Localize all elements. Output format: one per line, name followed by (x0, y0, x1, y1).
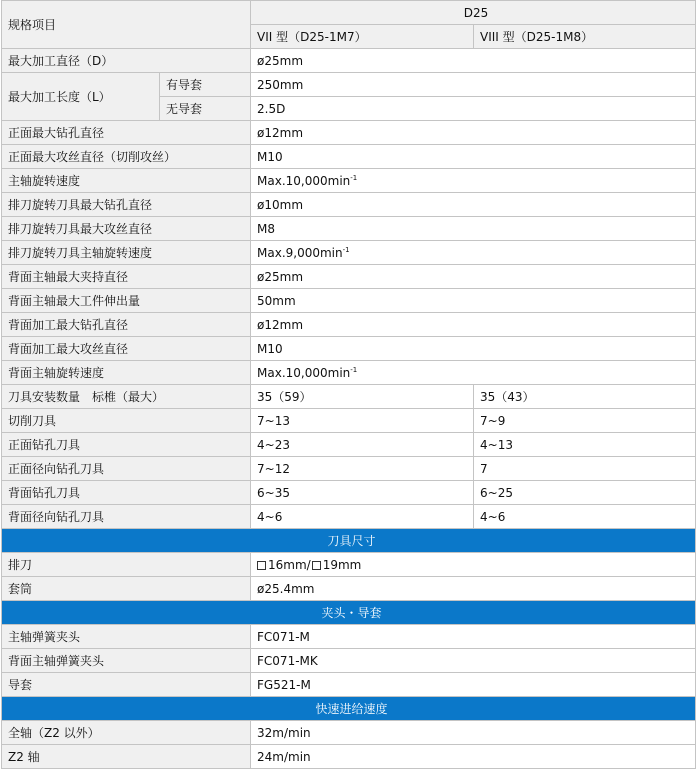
tool-count-row (2, 409, 696, 433)
spec-value: Max.9,000min (257, 245, 343, 260)
tool-count-row (2, 481, 696, 505)
type-a-value: 35（59） (251, 385, 474, 409)
spec-label: 主轴旋转速度 (2, 169, 251, 193)
section-title-tool-size: 刀具尺寸 (2, 529, 696, 553)
spec-value: ø12mm (251, 313, 696, 337)
unit-exponent: -1 (350, 173, 358, 182)
spec-label: 主轴弹簧夹头 (2, 625, 251, 649)
spec-row (2, 721, 696, 745)
spec-row (2, 625, 696, 649)
tool-count-row (2, 385, 696, 409)
type-a-value: 6~35 (251, 481, 474, 505)
type-a-value: 7~13 (251, 409, 474, 433)
spec-label: 背面主轴旋转速度 (2, 361, 251, 385)
gang-size-1: 16mm/ (268, 557, 311, 572)
spec-value: ø25.4mm (251, 577, 696, 601)
spec-label: Z2 轴 (2, 745, 251, 769)
spec-table (1, 0, 696, 769)
spec-label: 全轴（Z2 以外） (2, 721, 251, 745)
spec-row (2, 241, 696, 265)
spec-label: 导套 (2, 673, 251, 697)
spec-value: 50mm (251, 289, 696, 313)
spec-sublabel: 有导套 (160, 73, 251, 97)
spec-label: 背面主轴最大夹持直径 (2, 265, 251, 289)
spec-label: 背面径向钻孔刀具 (2, 505, 251, 529)
spec-label: 切削刀具 (2, 409, 251, 433)
spec-row (2, 73, 696, 97)
spec-label: 背面主轴弹簧夹头 (2, 649, 251, 673)
type-a-value: 4~6 (251, 505, 474, 529)
type-b-value: 4~6 (474, 505, 696, 529)
spec-row (2, 577, 696, 601)
section-header-row (2, 697, 696, 721)
spec-value: 24m/min (251, 745, 696, 769)
gang-size-2: 19mm (322, 557, 362, 572)
spec-label: 正面最大攻丝直径（切削攻丝） (2, 145, 251, 169)
type-b-value: 7~9 (474, 409, 696, 433)
section-title-rapid: 快速进给速度 (2, 697, 696, 721)
spec-label: 排刀旋转刀具最大攻丝直径 (2, 217, 251, 241)
section-title-chuck: 夹头・导套 (2, 601, 696, 625)
spec-value-cell (251, 241, 696, 265)
spec-label: 正面钻孔刀具 (2, 433, 251, 457)
spec-value: FC071-MK (251, 649, 696, 673)
spec-row (2, 649, 696, 673)
spec-label: 背面加工最大攻丝直径 (2, 337, 251, 361)
type-b-value: 35（43） (474, 385, 696, 409)
tool-count-row (2, 457, 696, 481)
unit-exponent: -1 (342, 245, 350, 254)
type-b-header: VIII 型（D25-1M8） (474, 25, 696, 49)
spec-row (2, 361, 696, 385)
spec-label: 最大加工长度（L） (2, 73, 160, 121)
spec-label: 背面加工最大钻孔直径 (2, 313, 251, 337)
spec-label: 套筒 (2, 577, 251, 601)
square-shank-icon (312, 561, 321, 570)
spec-row (2, 289, 696, 313)
spec-value: M10 (251, 337, 696, 361)
type-b-value: 4~13 (474, 433, 696, 457)
spec-row (2, 169, 696, 193)
spec-value: Max.10,000min (257, 173, 351, 188)
spec-row (2, 553, 696, 577)
model-header: D25 (251, 1, 696, 25)
spec-label: 背面钻孔刀具 (2, 481, 251, 505)
spec-row (2, 673, 696, 697)
spec-row (2, 145, 696, 169)
spec-value-cell (251, 361, 696, 385)
spec-label: 排刀旋转刀具最大钻孔直径 (2, 193, 251, 217)
spec-label: 正面最大钻孔直径 (2, 121, 251, 145)
spec-label: 排刀 (2, 553, 251, 577)
section-header-row (2, 601, 696, 625)
tool-count-row (2, 433, 696, 457)
spec-value: ø10mm (251, 193, 696, 217)
spec-value-cell (251, 169, 696, 193)
spec-sublabel: 无导套 (160, 97, 251, 121)
spec-value: FC071-M (251, 625, 696, 649)
spec-value: ø12mm (251, 121, 696, 145)
item-header: 规格项目 (2, 1, 251, 49)
spec-label: 正面径向钻孔刀具 (2, 457, 251, 481)
spec-label: 最大加工直径（D） (2, 49, 251, 73)
spec-label: 刀具安装数量 标椎（最大） (2, 385, 251, 409)
spec-label: 背面主轴最大工件伸出量 (2, 289, 251, 313)
type-a-value: 4~23 (251, 433, 474, 457)
spec-value: M10 (251, 145, 696, 169)
type-b-value: 7 (474, 457, 696, 481)
spec-value: ø25mm (251, 49, 696, 73)
spec-row (2, 121, 696, 145)
spec-value: 250mm (251, 73, 696, 97)
spec-row (2, 193, 696, 217)
spec-value: 2.5D (251, 97, 696, 121)
section-header-row (2, 529, 696, 553)
unit-exponent: -1 (350, 365, 358, 374)
spec-row (2, 265, 696, 289)
spec-row (2, 337, 696, 361)
spec-label: 排刀旋转刀具主轴旋转速度 (2, 241, 251, 265)
gang-size-cell (251, 553, 696, 577)
type-b-value: 6~25 (474, 481, 696, 505)
spec-value: 32m/min (251, 721, 696, 745)
tool-count-row (2, 505, 696, 529)
header-row (2, 1, 696, 25)
spec-row (2, 745, 696, 769)
spec-value: Max.10,000min (257, 365, 351, 380)
spec-value: FG521-M (251, 673, 696, 697)
square-shank-icon (257, 561, 266, 570)
type-a-header: VII 型（D25-1M7） (251, 25, 474, 49)
spec-row (2, 217, 696, 241)
spec-value: M8 (251, 217, 696, 241)
spec-row (2, 313, 696, 337)
type-a-value: 7~12 (251, 457, 474, 481)
spec-row (2, 49, 696, 73)
spec-value: ø25mm (251, 265, 696, 289)
